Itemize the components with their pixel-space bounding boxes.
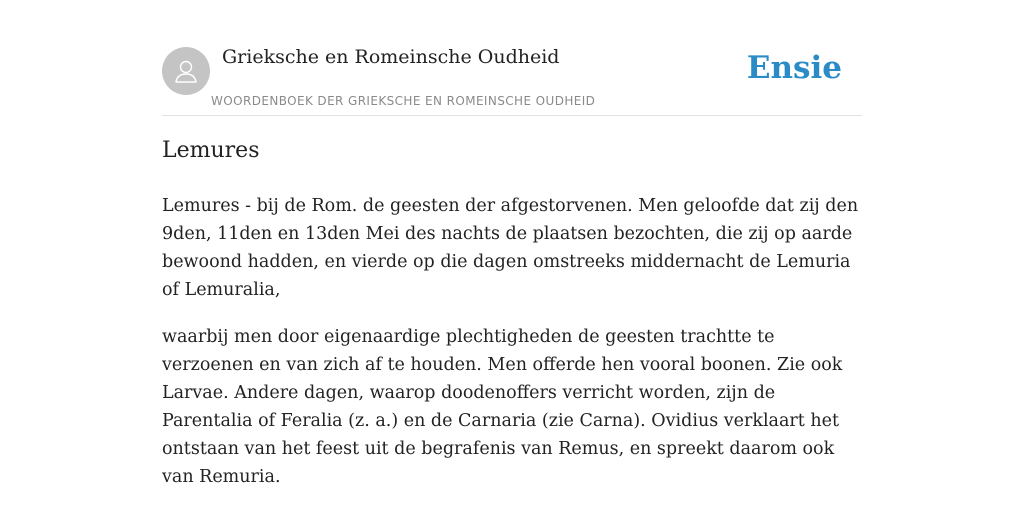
user-outline-icon <box>172 57 200 85</box>
page-title: Lemures <box>162 138 260 163</box>
header <box>162 44 862 116</box>
ensie-logo[interactable]: Ensie <box>746 50 842 86</box>
article-paragraph: waarbij men door eigenaardige plechtigheden de geesten trachtte te verzoenen en van zich af te houden. Men offerde hen vooral boonen. Zie ook Larvae. Andere dagen, waarop doodenoffers verricht worden, zijn de Parentalia of Feralia (z. a.) en de Carnaria (zie Carna). Ovidius verklaart het ontstaan van het feest uit de begrafenis van Remus, en spreekt daarom ook van Remuria. <box>162 327 843 487</box>
dictionary-subtitle[interactable]: WOORDENBOEK DER GRIEKSCHE EN ROMEINSCHE OUDHEID <box>211 94 596 108</box>
article-body <box>162 192 862 510</box>
avatar[interactable] <box>162 47 210 95</box>
article-paragraph: Lemures - bij de Rom. de geesten der afgestorvenen. Men geloofde dat zij den 9den, 11den en 13den Mei des nachts de plaatsen bezochten, die zij op aarde bewoond hadden, en vierde op die dagen omstreeks middernacht de Lemuria of Lemuralia, <box>162 196 859 300</box>
author-name[interactable]: Grieksche en Romeinsche Oudheid <box>222 46 560 68</box>
